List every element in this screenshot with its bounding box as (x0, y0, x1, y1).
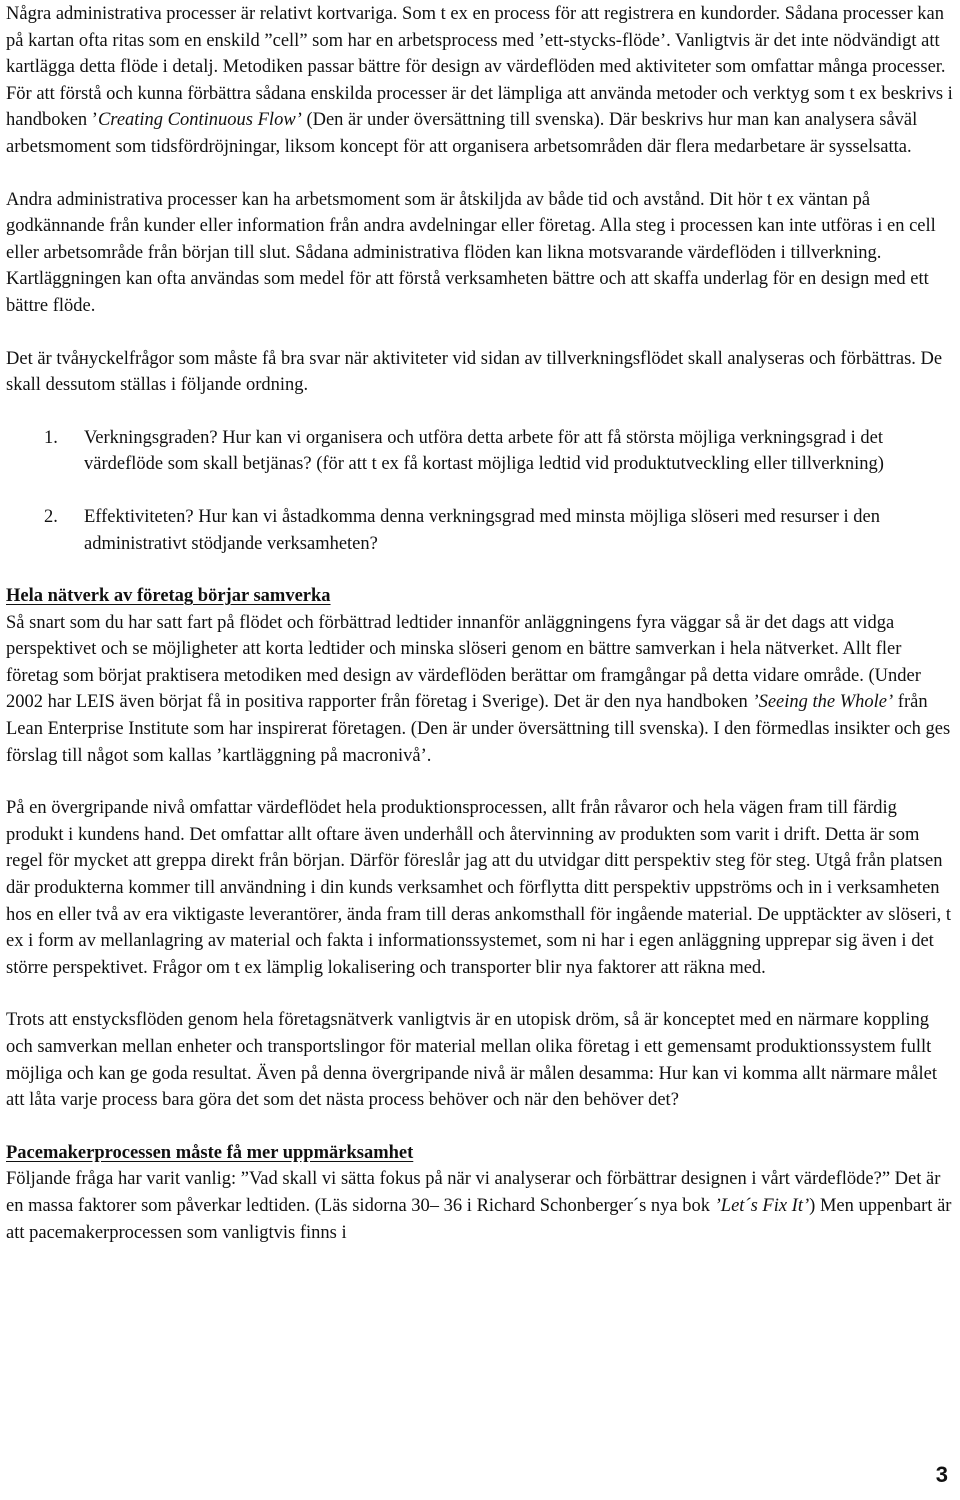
paragraph-one-piece-flow: Trots att enstycksflöden genom hela företagsnätverk vanligtvis är en utopisk dröm, så är konceptet med en närmare koppling och samverkan mellan enheter och transportslingor för material mellan olika företag i ett gemensamt produktionssystem fullt möjliga och kan ge goda resultat. Även på denna övergripande nivå är målen desamma: Hur kan vi komma allt närmare målet att låta varje process bara göra det som det nästa process behöver och när den behöver det? (6, 1010, 938, 1111)
list-number: 2. (44, 506, 58, 527)
book-title: ’Let´s Fix It’ (714, 1195, 810, 1216)
question-list (6, 425, 954, 557)
document-page (6, 0, 954, 1246)
paragraph-intro (6, 0, 954, 161)
paragraph-overview: På en övergripande nivå omfattar värdeflödet hela produktionsprocessen, allt från råvaror och hela vägen fram till färdig produkt i kundens hand. Det omfattar allt oftare även underhåll och återvinning av produkten som varit i drift. Detta är som regel för mycket att greppa direkt från början. Därför föreslår jag att du utvidgar ditt perspektiv steg för steg. Utgå från platsen där produkterna kommer till användning i din kunds verksamhet och förflytta ditt perspektiv uppströms och in i verksamheten hos en eller två av era viktigaste leverantörer, ända fram till deras ankomsthall för ingående material. De upptäckter av slöseri, t ex i form av mellanlagring av material och fakta i informationssystemet, som ni har i egen anläggning upprepar sig även i det större perspektivet. Frågor om t ex lämplig lokalisering och transporter blir nya faktorer att räkna med. (6, 798, 951, 978)
paragraph-text: Så snart som du har satt fart på flödet och förbättrad ledtider innanför anläggningens fyra väggar så är det dags att vidga perspektivet och se möjligheter att korta ledtider och minska slöseri genom en bättre samverkan i hela nätverket. Allt fler företag som börjat praktisera metodiken med design av värdeflöden berättar om framgångar på detta vidare område. (Under 2002 har LEIS även börjat få in positiva rapporter från företag i Sverige). Det är den nya handboken (6, 612, 921, 713)
paragraph-text: Följande fråga har varit vanlig: ”Vad skall vi sätta fokus på när vi analyserar och förbättrar designen i vårt värdeflöde?” Det är en massa faktorer som påverkar ledtiden. (Läs sidorna 30– 36 i Richard Schonberger´s nya bok (6, 1169, 941, 1216)
paragraph-pacemaker (6, 1166, 954, 1246)
paragraph-text: ) Men uppenbart är att pacemakerprocessen som vanligtvis finns i (6, 1195, 952, 1243)
book-title: Creating Continuous Flow’ (97, 110, 302, 131)
paragraph-key-questions: Det är tvåнyckelfrågor som måste få bra svar när aktiviteter vid sidan av tillverkningsflödet skall analyseras och förbättras. De skall dessutom ställas i följande ordning. (6, 348, 943, 396)
book-title: ’Seeing the Whole’ (752, 692, 894, 713)
page-number: 3 (935, 1462, 948, 1487)
list-item (6, 504, 954, 557)
section-heading-pacemaker: Pacemakerprocessen måste få mer uppmärksamhet (6, 1142, 414, 1163)
paragraph-text: (Den är under översättning till svenska). Där beskrivs hur man kan analysera såväl arbetsmoment som tidsfördröjningar, liksom koncept för att organisera arbetsområden där flera medarbetare är sysselsatta. (6, 110, 918, 157)
list-item (6, 425, 954, 478)
paragraph-text: Några administrativa processer är relativt kortvariga. Som t ex en process för att registrera en kundorder. Sådana processer kan på kartan ofta ritas som en enskild ”cell” som har en arbetsprocess med ’ett-stycks-flöde’. Vanligtvis är det inte nödvändigt att kartlägga detta flöde i detalj. Metodiken passar bättre för design av värdeflöden med aktiviteter som omfattar många processer. För att förstå och kunna förbättra sådana enskilda processer är det lämpliga att använda metoder och verktyg som t ex beskrivs i handboken ’ (6, 4, 953, 131)
list-text: Effektiviteten? Hur kan vi åstadkomma denna verkningsgrad med minsta möjliga slöseri med resurser i den administrativt stödjande verksamheten? (84, 506, 880, 554)
section-heading-network: Hela nätverk av företag börjar samverka (6, 586, 331, 607)
paragraph-text: från Lean Enterprise Institute som har inspirerat företagen. (Den är under översättning till svenska). I den förmedlas insikter och ges förslag till något som kallas ’kartläggning på macronivå’. (6, 692, 951, 766)
list-number: 1. (44, 427, 58, 448)
paragraph-network (6, 610, 954, 770)
paragraph-administrative: Andra administrativa processer kan ha arbetsmoment som är åtskiljda av både tid och avstånd. Dit hör t ex väntan på godkännande från kunder eller information från andra avdelningar eller företag. Alla steg i processen kan inte utföras i en cell eller arbetsområde från början till slut. Sådana administrativa flöden kan likna motsvarande värdeflöden i tillverkning. Kartläggningen kan ofta användas som medel för att förstå verksamheten bättre och att skaffa underlag för en design med ett bättre flöde. (6, 189, 936, 316)
list-text: Verkningsgraden? Hur kan vi organisera och utföra detta arbete för att få största möjliga verkningsgrad i det värdeflöde som skall betjänas? (för att t ex få kortast möjliga ledtid vid produktutveckling eller tillverkning) (84, 427, 884, 475)
